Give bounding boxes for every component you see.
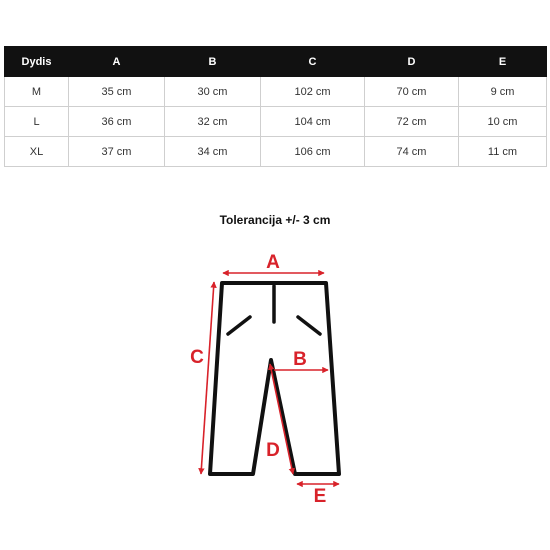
label-b: B (293, 349, 307, 370)
table-cell: 104 cm (261, 107, 365, 137)
table-cell: 35 cm (69, 77, 165, 107)
table-cell: 72 cm (365, 107, 459, 137)
table-cell: 34 cm (165, 137, 261, 167)
header-a: A (69, 47, 165, 77)
table-cell: L (5, 107, 69, 137)
table-cell: 10 cm (459, 107, 547, 137)
table-cell: 106 cm (261, 137, 365, 167)
label-e: E (313, 486, 327, 507)
header-b: B (165, 47, 261, 77)
table-cell: 70 cm (365, 77, 459, 107)
table-cell: 37 cm (69, 137, 165, 167)
label-a: A (266, 252, 280, 273)
table-cell: 74 cm (365, 137, 459, 167)
header-c: C (261, 47, 365, 77)
table-cell: 9 cm (459, 77, 547, 107)
header-d: D (365, 47, 459, 77)
table-cell: M (5, 77, 69, 107)
label-d: D (266, 440, 280, 461)
table-cell: 32 cm (165, 107, 261, 137)
table-cell: 11 cm (459, 137, 547, 167)
label-c: C (190, 347, 204, 368)
header-size: Dydis (5, 47, 69, 77)
table-cell: XL (5, 137, 69, 167)
tolerance-note: Tolerancija +/- 3 cm (219, 213, 331, 227)
table-cell: 102 cm (261, 77, 365, 107)
header-e: E (459, 47, 547, 77)
table-cell: 36 cm (69, 107, 165, 137)
table-cell: 30 cm (165, 77, 261, 107)
